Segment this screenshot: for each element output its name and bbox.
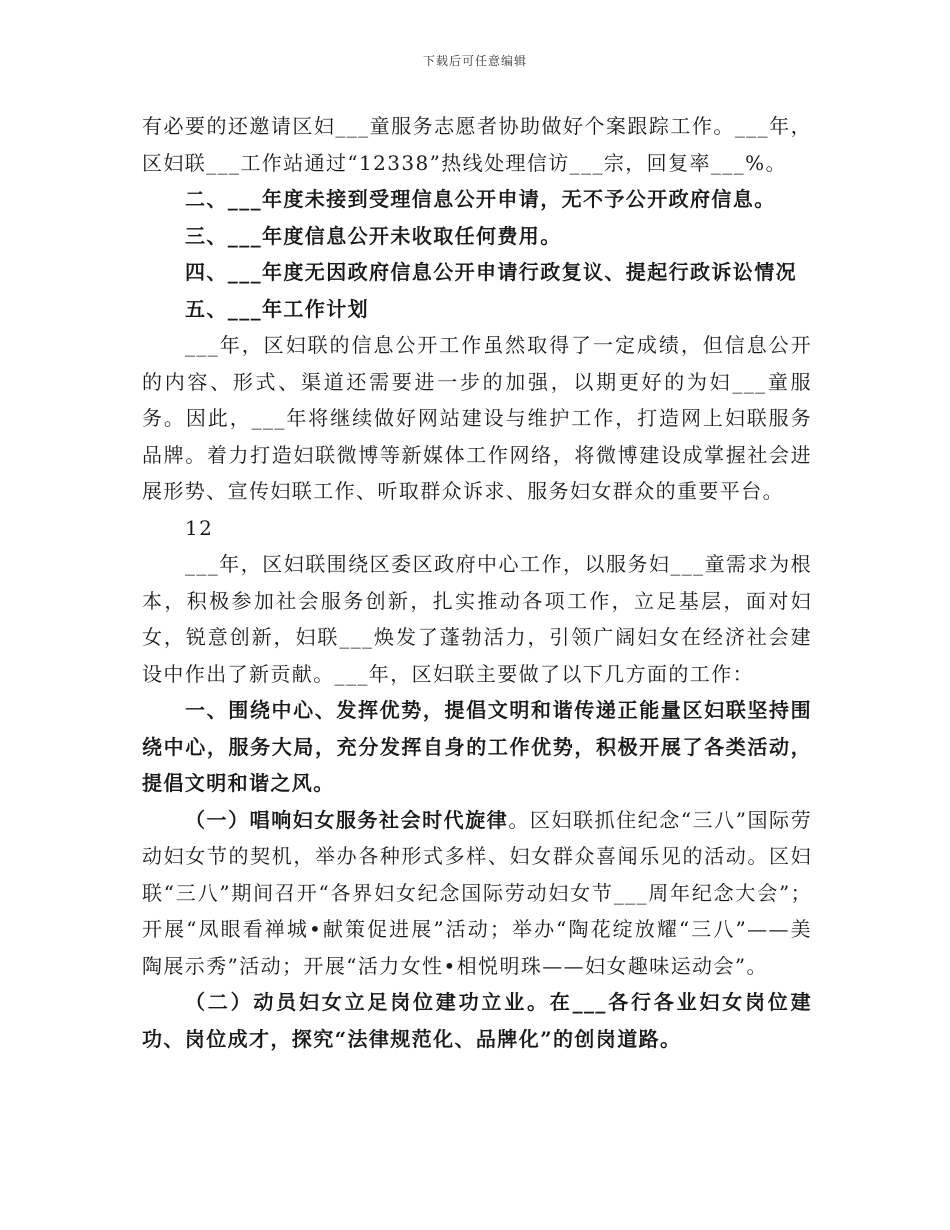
paragraph-intro: 有必要的还邀请区妇___童服务志愿者协助做好个案跟踪工作。___年，区妇联___工作站通过“12338”热线处理信访___宗，回复率___%。 xyxy=(142,114,812,175)
page-header: 下载后可任意编辑 xyxy=(422,54,527,68)
paragraph-annual-summary: ___年，区妇联围绕区委区政府中心工作，以服务妇___童需求为根本，积极参加社会服务创新，扎实推动各项工作，立足基层，面对妇女，锐意创新，妇联___焕发了蓬勃活力，引领广阔妇女在经济社会建设中作出了新贡献。___年，区妇联主要做了以下几方面的工作： xyxy=(142,552,812,686)
paragraph-number-label: 12 xyxy=(185,515,214,540)
heading-section-five: 五、___年工作计划 xyxy=(185,296,369,321)
paragraph-item-one xyxy=(142,802,812,985)
document-body xyxy=(142,108,812,1057)
paragraph-item-two xyxy=(142,984,812,1057)
item-one-body: 。区妇联抓住纪念“三八”国际劳动妇女节的契机，举办各种形式多样、妇女群众喜闻乐见的活动。区妇联“三八”期间召开“各界妇女纪念国际劳动妇女节___周年纪念大会”；开展“凤眼看禅城•献策促进展”活动；举办“陶花绽放耀“三八”——美陶展示秀”活动；开展“活力女性•相悦明珠——妇女趣味运动会”。 xyxy=(142,807,813,978)
heading-section-four: 四、___年度无因政府信息公开申请行政复议、提起行政诉讼情况 xyxy=(185,260,797,284)
paragraph-work-plan: ___年，区妇联的信息公开工作虽然取得了一定成绩，但信息公开的内容、形式、渠道还需要进一步的加强，以期更好的为妇___童服务。因此，___年将继续做好网站建设与维护工作，打造网上妇联服务品牌。着力打造妇联微博等新媒体工作网络，将微博建设成掌握社会进展形势、宣传妇联工作、听取群众诉求、服务妇女群众的重要平台。 xyxy=(142,333,812,503)
heading-section-two: 二、___年度未接到受理信息公开申请，无不予公开政府信息。 xyxy=(185,187,776,211)
item-one-title: （一）唱响妇女服务社会时代旋律 xyxy=(185,807,509,832)
heading-section-three: 三、___年度信息公开未收取任何费用。 xyxy=(185,223,562,248)
heading-part-one: 一、围绕中心、发挥优势，提倡文明和谐传递正能量区妇联坚持围绕中心，服务大局，充分发挥自身的工作优势，积极开展了各类活动，提倡文明和谐之风。 xyxy=(142,698,812,795)
item-two-title: （二）动员妇女立足岗位建功立业。在___各行各业妇女岗位建功、岗位成才，探究“法律规范化、品牌化”的创岗道路。 xyxy=(142,990,812,1051)
